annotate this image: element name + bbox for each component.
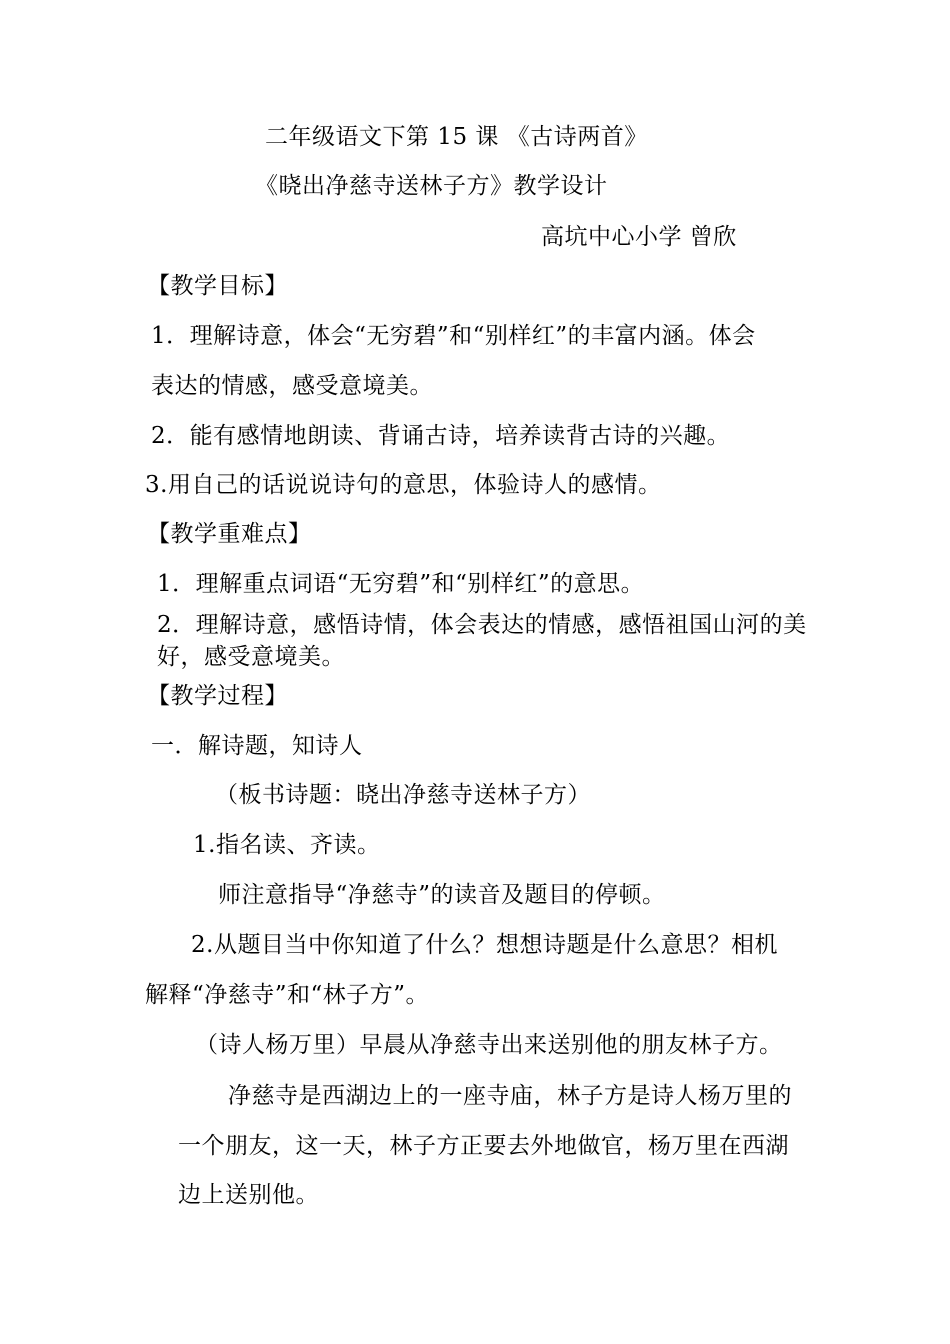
background-line-2: 一个朋友，这一天，林子方正要去外地做官，杨万里在西湖 [178, 1133, 789, 1159]
key-points-heading: 【教学重难点】 [147, 521, 312, 547]
background-line-1: 净慈寺是西湖边上的一座寺庙，林子方是诗人杨万里的 [228, 1083, 792, 1109]
step-1-note: 师注意指导“净慈寺”的读音及题目的停顿。 [218, 882, 666, 908]
key-point-1: 1．理解重点词语“无穷碧”和“别样红”的意思。 [157, 571, 645, 597]
title-meaning: （诗人杨万里）早晨从净慈寺出来送别他的朋友林子方。 [195, 1032, 783, 1058]
author-line: 高坑中心小学 曾欣 [541, 224, 737, 250]
document-title: 二年级语文下第 15 课 《古诗两首》 [265, 124, 648, 150]
board-title-note: （板书诗题：晓出净慈寺送林子方） [215, 782, 591, 808]
document-subtitle: 《晓出净慈寺送林子方》教学设计 [255, 173, 608, 199]
step-2-line-2: 解释“净慈寺”和“林子方”。 [145, 982, 430, 1008]
step-1: 1.指名读、齐读。 [193, 832, 381, 858]
objective-3: 3.用自己的话说说诗句的意思，体验诗人的感情。 [145, 472, 662, 498]
objectives-heading: 【教学目标】 [147, 273, 288, 299]
key-point-2-line-1: 2．理解诗意，感悟诗情，体会表达的情感，感悟祖国山河的美 [157, 612, 807, 638]
objective-1-line-2: 表达的情感，感受意境美。 [151, 373, 433, 399]
objective-2: 2．能有感情地朗读、背诵古诗，培养读背古诗的兴趣。 [151, 423, 731, 449]
key-point-2-line-2: 好，感受意境美。 [157, 644, 345, 670]
background-line-3: 边上送别他。 [178, 1182, 319, 1208]
step-2-line-1: 2.从题目当中你知道了什么？想想诗题是什么意思？相机 [191, 932, 778, 958]
section-1-heading: 一．解诗题，知诗人 [151, 733, 363, 759]
process-heading: 【教学过程】 [147, 683, 288, 709]
objective-1-line-1: 1．理解诗意，体会“无穷碧”和“别样红”的丰富内涵。体会 [151, 323, 756, 349]
